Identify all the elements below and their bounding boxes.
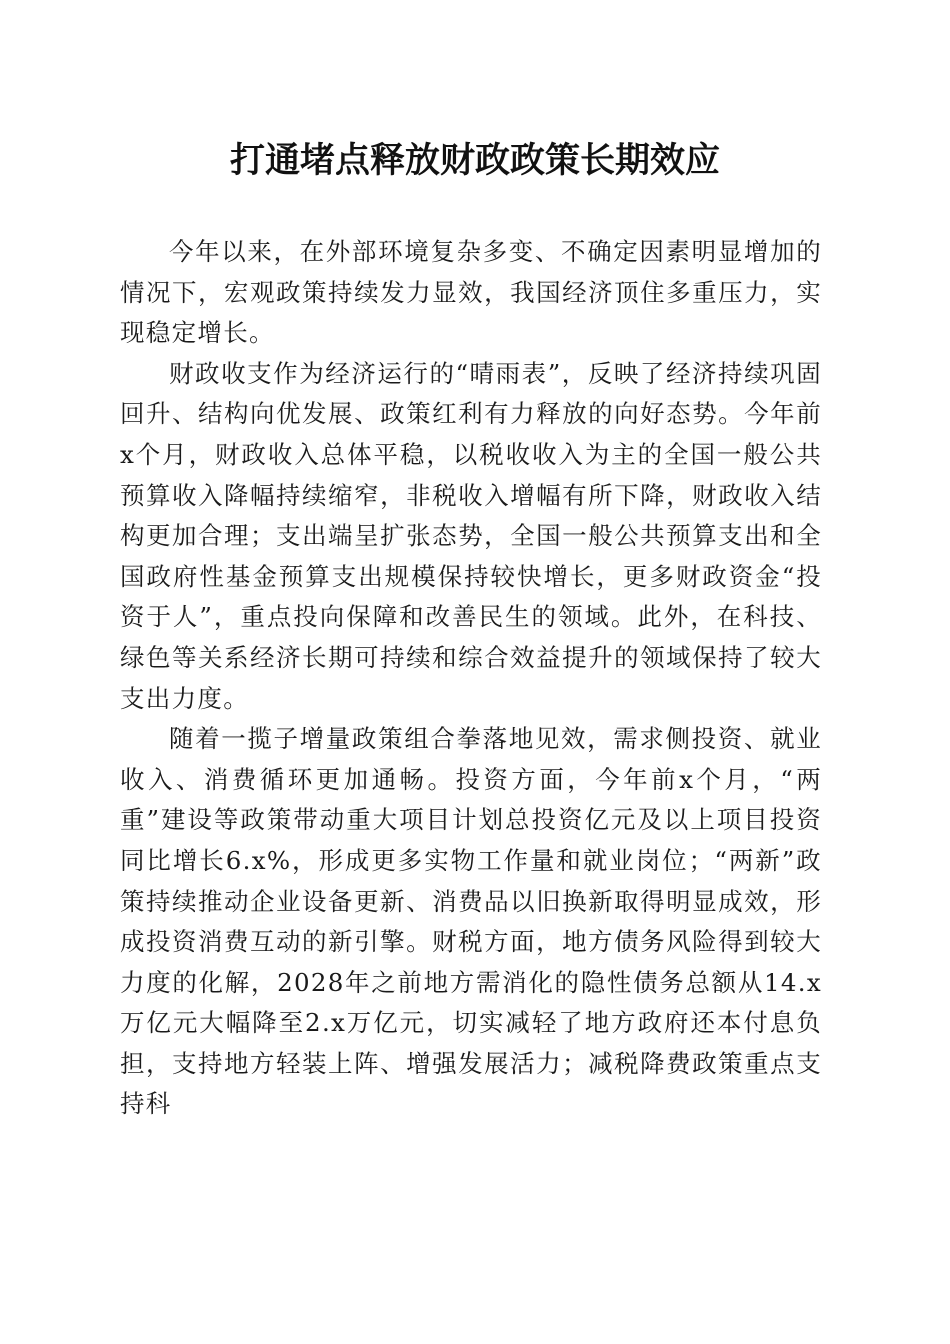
paragraph-1: 今年以来，在外部环境复杂多变、不确定因素明显增加的情况下，宏观政策持续发力显效，我国经济顶住多重压力，实现稳定增长。: [120, 237, 822, 348]
document-body: [120, 232, 822, 1125]
paragraph-3: 随着一揽子增量政策组合拳落地见效，需求侧投资、就业收入、消费循环更加通畅。投资方面，今年前x个月，“两重”建设等政策带动重大项目计划总投资亿元及以上项目投资同比增长6.x%，形成更多实物工作量和就业岗位；“两新”政策持续推动企业设备更新、消费品以旧换新取得明显成效，形成投资消费互动的新引擎。财税方面，地方债务风险得到较大力度的化解，2028年之前地方需消化的隐性债务总额从14.x万亿元大幅降至2.x万亿元，切实减轻了地方政府还本付息负担，支持地方轻装上阵、增强发展活力；减税降费政策重点支持科: [120, 724, 822, 1119]
paragraph-2: 财政收支作为经济运行的“晴雨表”，反映了经济持续巩固回升、结构向优发展、政策红利有力释放的向好态势。今年前x个月，财政收入总体平稳，以税收收入为主的全国一般公共预算收入降幅持续缩窄，非税收入增幅有所下降，财政收入结构更加合理；支出端呈扩张态势，全国一般公共预算支出和全国政府性基金预算支出规模保持较快增长，更多财政资金“投资于人”，重点投向保障和改善民生的领域。此外，在科技、绿色等关系经济长期可持续和综合效益提升的领域保持了较大支出力度。: [120, 358, 822, 713]
document-title: 打通堵点释放财政政策长期效应: [229, 140, 720, 181]
